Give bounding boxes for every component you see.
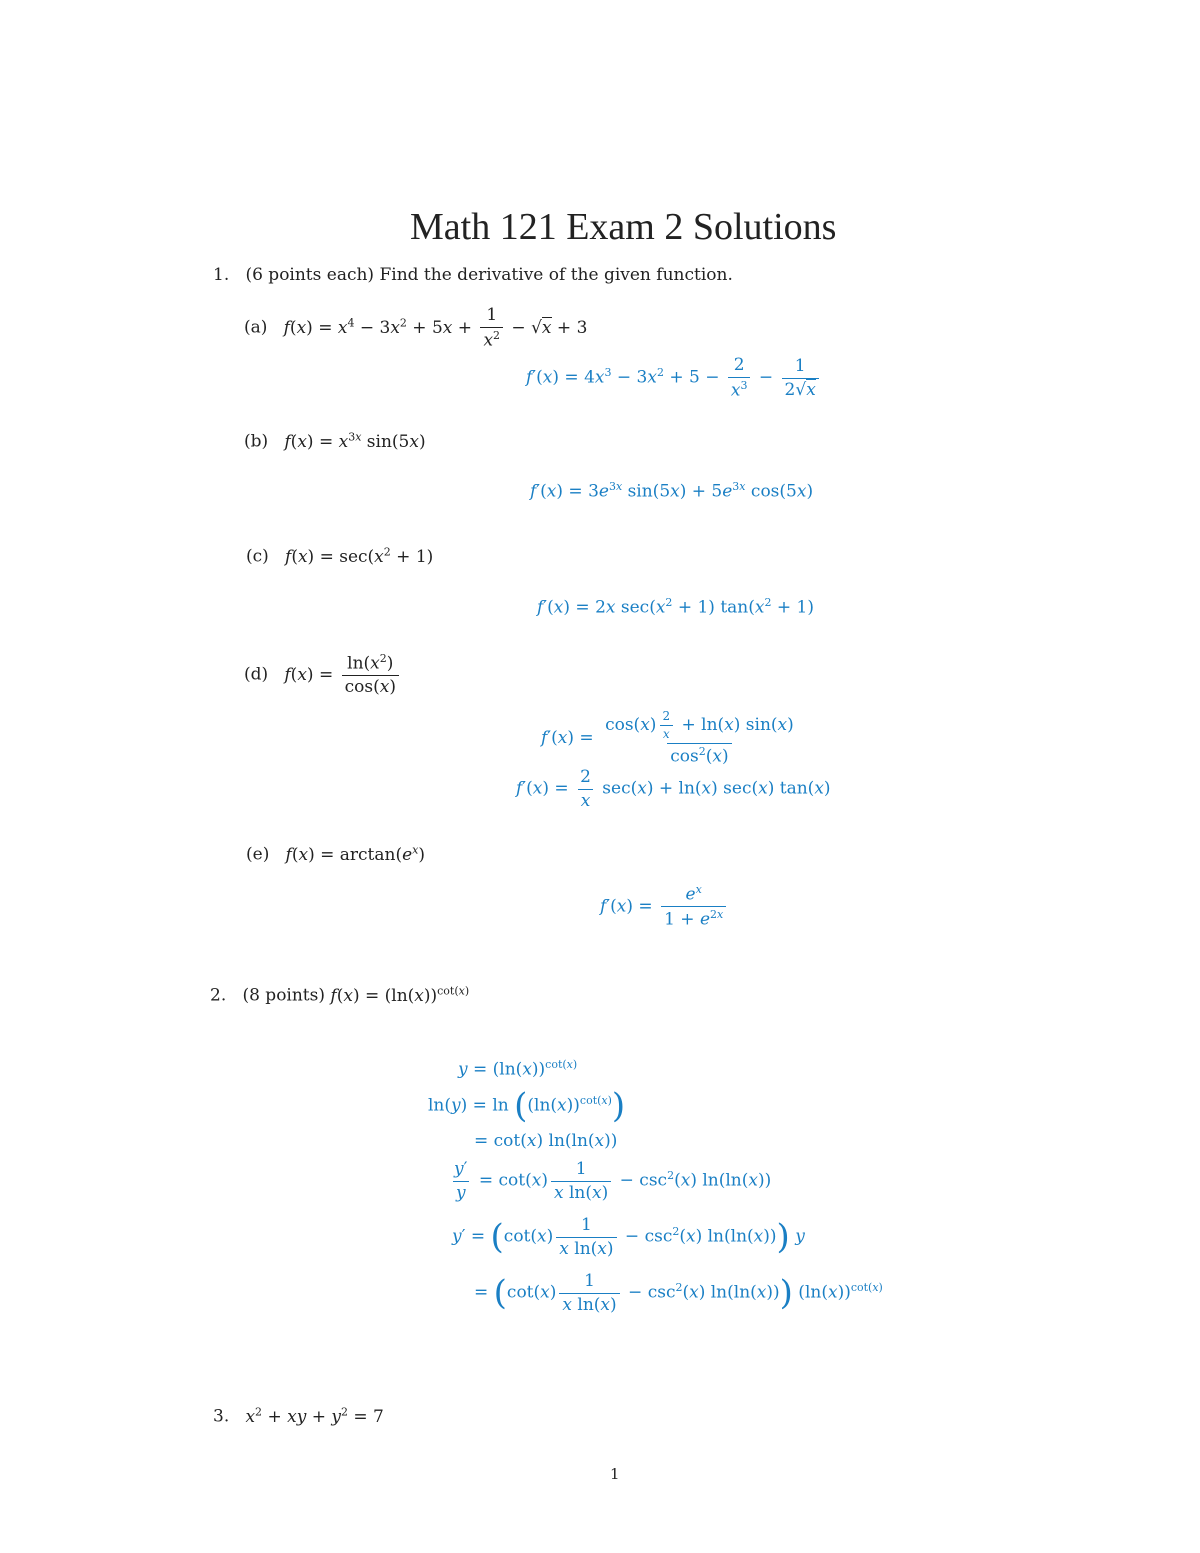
solution-2-line5: y′ = (cot(x) $\frac{1}{\text{x ln(x)}}$ − $\csc^2(x)$ ln(ln(x))) y [452,1215,805,1259]
page-number: 1 [610,1465,620,1483]
question-2-points: (8 points) [242,985,325,1006]
solution-1d-step1: f′(x) = cos(x) $\frac{2}{x}$ + ln(x) sin(x) $\cos^2(x)$ [541,709,794,768]
problem-1c-function: $f(x) = \sec(x^2 + 1)$ [285,545,434,567]
solution-2-line3: = cot(x) ln(ln(x)) [474,1131,618,1151]
question-1-number: 1. [213,265,230,285]
question-2-number: 2. [210,985,227,1006]
question-1-header [213,265,733,285]
problem-1d-function: f(x) = $\frac{\ln(x^2)}{\cos(x)}$ [284,665,402,685]
solution-2-line4: $\frac{y'}{y}$ = cot(x) $\frac{1}{\text{x ln(x)}}$ − $\csc^2(x)$ ln(ln(x)) [454,1159,772,1203]
question-3-number: 3. [213,1406,230,1427]
problem-1d [244,653,402,697]
question-3-equation: $x^2$ + xy + $y^2 = 7$ [245,1405,384,1427]
problem-1d-label: (d) [244,664,269,685]
solution-1a: $f'(x) = 4x^3 - 3x^2 + 5$ − $\frac{2}{x^3}$ − $\frac{1}{2√x}$ [526,356,822,400]
problem-1b-function: $f(x) = x^{3x}$ sin(5x) [284,430,426,452]
page-title: Math 121 Exam 2 Solutions [410,206,837,248]
solution-2-line6: = (cot(x) $\frac{1}{\text{x ln(x)}}$ − $\csc^2(x)$ ln(ln(x))) $(\ln(x))^{cot(x)}$ [474,1271,883,1315]
question-2-header [210,984,469,1006]
solution-1b: $f'(x) = 3e^{3x}$ $\sin(5x) + 5e^{3x}$ cos(5x) [530,480,814,502]
question-1-prompt: (6 points each) Find the derivative of the given function. [245,265,733,285]
question-3-header [213,1405,384,1427]
problem-1a [244,306,587,350]
problem-1a-label: (a) [244,317,268,338]
problem-1b-label: (b) [244,431,269,452]
question-2-function: $f(x) = (\ln(x))^{cot(x)}$ [330,984,470,1006]
problem-1a-function: $f(x) = x^4 - 3x^2 + 5x$ + $\frac{1}{x^2}$ − √x + 3 [283,305,588,351]
solution-1e: f′(x) = $\frac{e^x}{1 + e^{2x}}$ [600,884,729,930]
solution-1c: f′(x) = 2x $\sec(x^2 + 1) \tan(x^2 + 1)$ [537,596,814,618]
problem-1b [244,430,426,452]
problem-1c-label: (c) [246,546,269,567]
problem-1e-function: $f(x) = \arctan(e^x)$ [285,843,426,865]
solution-2-line1: $y = (\ln(x))^{cot(x)}$ [458,1058,578,1080]
solution-2-line2: $\ln(y) = \ln ((\ln(x))^{cot(x)})$ [428,1086,626,1127]
problem-1e-label: (e) [246,844,270,865]
solution-1d-step2: f′(x) = $\frac{2}{x}$ sec(x) + ln(x) sec(x) tan(x) [516,767,831,811]
problem-1c [246,545,433,567]
problem-1e [246,843,425,865]
